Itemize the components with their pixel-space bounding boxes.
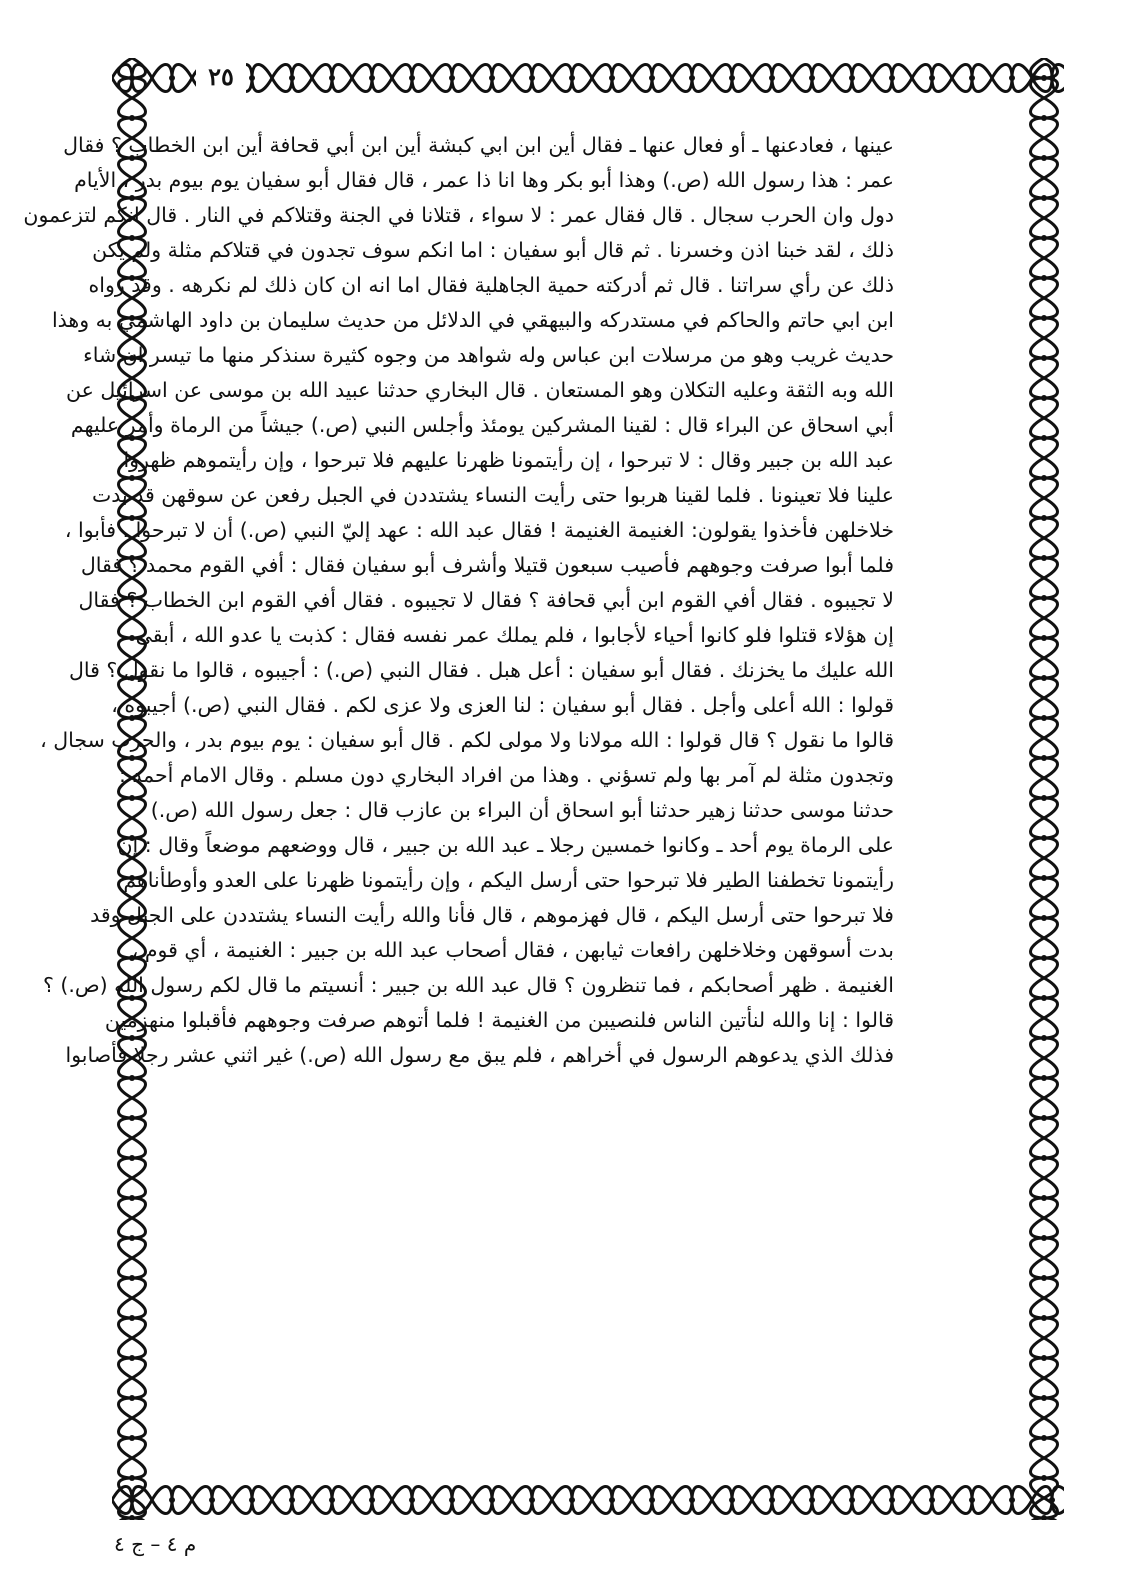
text-line: فلا تبرحوا حتى أرسل اليكم ، قال فهزموهم ، قال فأنا والله رأيت النساء يشتددن على الجبل وقد [90,903,894,927]
text-line: ابن ابي حاتم والحاكم في مستدركه والبيهقي في الدلائل من حديث سليمان بن داود الهاشمي به وهذا [51,308,894,332]
text-line: عبد الله بن جبير وقال : لا تبرحوا ، إن رأيتمونا ظهرنا عليهم فلا تبرحوا ، وإن رأيتموهم ظهروا [123,448,894,472]
text-line: الغنيمة . ظهر أصحابكم ، فما تنظرون ؟ قال عبد الله بن جبير : أنسيتم ما قال لكم رسول الله (ص.) ؟ [42,973,894,997]
text-line: الله عليك ما يخزنك . فقال أبو سفيان : أعل هبل . فقال النبي (ص.) : أجيبوه ، قالوا ما نقول ؟ قال [68,658,894,682]
text-line: حديث غريب وهو من مرسلات ابن عباس وله شواهد من وجوه كثيرة سنذكر منها ما تيسر ان شاء [83,343,894,367]
text-line: على الرماة يوم أحد ـ وكانوا خمسين رجلا ـ عبد الله بن جبير ، قال ووضعهم موضعاً وقال : إن [117,833,894,857]
text-line: ذلك ، لقد خبنا اذن وخسرنا . ثم قال أبو سفيان : اما انكم سوف تجدون في قتلاكم مثلة ولم يكن [92,238,894,262]
text-line: رأيتمونا تخطفنا الطير فلا تبرحوا حتى أرسل اليكم ، وإن رأيتمونا ظهرنا على العدو وأوطأناهم [123,868,894,892]
text-line: خلاخلهن فأخذوا يقولون: الغنيمة الغنيمة ! فقال عبد الله : عهد إليّ النبي (ص.) أن لا تبرحوا . فأبوا ، [64,518,894,542]
text-line: قولوا : الله أعلى وأجل . فقال أبو سفيان : لنا العزى ولا عزى لكم . فقال النبي (ص.) أجيبوه ، [111,693,894,717]
page-number: ٢٥ [196,60,246,94]
body-text [23,128,894,1488]
border-top-ornament [112,58,1064,98]
text-line: أبي اسحاق عن البراء قال : لقينا المشركين يومئذ وأجلس النبي (ص.) جيشاً من الرماة وأمر عليهم [70,413,894,437]
text-line: ذلك عن رأي سراتنا . قال ثم أدركته حمية الجاهلية فقال اما انه ان كان ذلك لم نكرهه . وقد رواه [88,273,894,297]
text-line: قالوا ما نقول ؟ قال قولوا : الله مولانا ولا مولى لكم . قال أبو سفيان : يوم بيوم بدر ، والحرب سجال ، [40,728,894,752]
text-line: وتجدون مثلة لم آمر بها ولم تسؤني . وهذا من افراد البخاري دون مسلم . وقال الامام أحمد : [118,763,894,787]
text-line: فلما أبوا صرفت وجوههم فأصيب سبعون قتيلا وأشرف أبو سفيان فقال : أفي القوم محمد ؟ فقال [80,553,894,577]
text-line: إن هؤلاء قتلوا فلو كانوا أحياء لأجابوا ، فلم يملك عمر نفسه فقال : كذبت يا عدو الله ، أبقى [135,623,894,647]
text-line: الله وبه الثقة وعليه التكلان وهو المستعان . قال البخاري حدثنا عبيد الله بن موسى عن اسرائيل عن [66,378,894,402]
text-line: بدت أسوقهن وخلاخلهن رافعات ثيابهن ، فقال أصحاب عبد الله بن جبير : الغنيمة ، أي قوم ، [131,938,894,962]
text-line: علينا فلا تعينونا . فلما لقينا هربوا حتى رأيت النساء يشتددن في الجبل رفعن عن سوقهن قد بدت [91,483,894,507]
text-line: عينها ، فعادعنها ـ أو فعال عنها ـ فقال أين ابن ابي كبشة أين ابن أبي قحافة أين ابن الخطاب ؟ فقال [63,133,894,157]
text-line: لا تجيبوه . فقال أفي القوم ابن أبي قحافة ؟ فقال لا تجيبوه . فقال أفي القوم ابن الخطاب ؟ فقال [78,588,894,612]
signature-mark: م ٤ – ج ٤ [114,1532,197,1556]
text-line: دول وان الحرب سجال . قال فقال عمر : لا سواء ، قتلانا في الجنة وقتلاكم في النار . قال انكم لتزعمون [23,203,894,227]
text-line: عمر : هذا رسول الله (ص.) وهذا أبو بكر وها انا ذا عمر ، قال فقال أبو سفيان يوم بيوم بدر ، الأيام [74,168,894,192]
border-right-ornament [1024,58,1064,1520]
text-line: فذلك الذي يدعوهم الرسول في أخراهم ، فلم يبق مع رسول الله (ص.) غير اثني عشر رجلا فأصابوا [65,1043,894,1067]
text-line: قالوا : إنا والله لنأتين الناس فلنصيبن من الغنيمة ! فلما أتوهم صرفت وجوههم فأقبلوا منهزمين [104,1008,894,1032]
text-line: حدثنا موسى حدثنا زهير حدثنا أبو اسحاق أن البراء بن عازب قال : جعل رسول الله (ص.) [150,798,894,822]
